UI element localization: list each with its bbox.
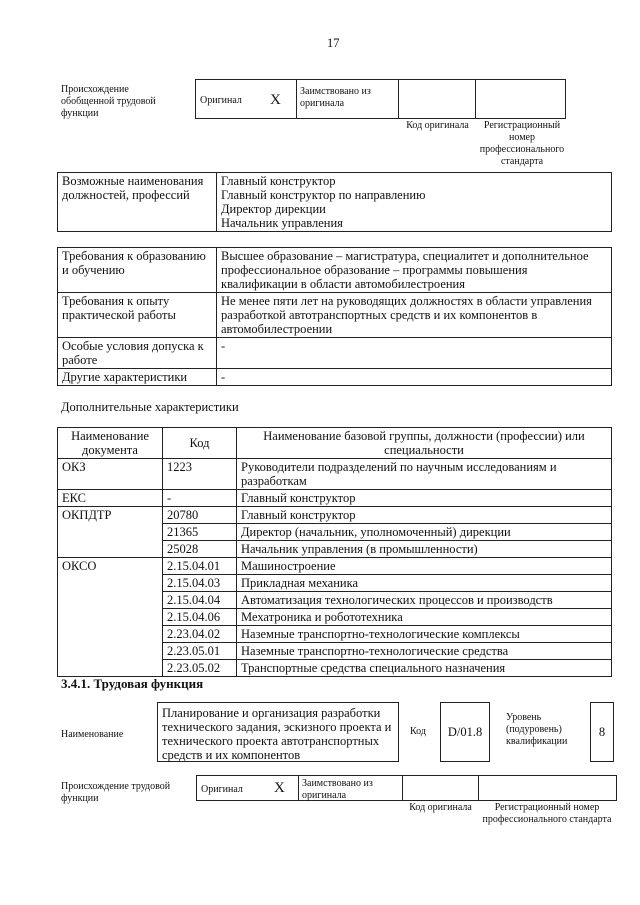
positions-label: Возможные наименования должностей, профессий: [58, 173, 217, 232]
col-header-name: Наименование базовой группы, должности (профессии) или специальности: [237, 428, 612, 459]
position-item: Главный конструктор по направлению: [221, 188, 426, 202]
code-cell: 2.15.04.04: [163, 592, 237, 609]
code-cell: 2.15.04.03: [163, 575, 237, 592]
original-mark: X: [270, 92, 281, 108]
original-mark: X: [274, 780, 285, 796]
code-cell: 2.23.05.01: [163, 643, 237, 660]
req-value: -: [217, 338, 612, 369]
req-value: -: [217, 369, 612, 386]
additional-title: Дополнительные характеристики: [61, 400, 239, 414]
code-caption: Код оригинала: [409, 802, 472, 813]
name-cell: Машиностроение: [237, 558, 612, 575]
borrowed-label: Заимствовано из оригинала: [302, 778, 373, 801]
positions-table: [57, 172, 612, 232]
original-label: Оригинал: [200, 95, 242, 106]
table-row: [58, 558, 612, 575]
code-cell: 2.23.05.02: [163, 660, 237, 677]
name-cell: Главный конструктор: [237, 490, 612, 507]
req-value: Не менее пяти лет на руководящих должностях в области управления разработкой автотранспортных средств и их компонентов в автомобилестроении: [217, 293, 612, 338]
position-item: Начальник управления: [221, 216, 343, 230]
name-cell: Транспортные средства специального назначения: [237, 660, 612, 677]
code-cell: 20780: [163, 507, 237, 524]
name-cell: Автоматизация технологических процессов и производств: [237, 592, 612, 609]
col-header-code: Код: [163, 428, 237, 459]
name-cell: Прикладная механика: [237, 575, 612, 592]
col-header-doc: Наименование документа: [58, 428, 163, 459]
doc-cell: ОКСО: [58, 558, 163, 677]
code-cell: 1223: [163, 459, 237, 490]
name-cell: Начальник управления (в промышленности): [237, 541, 612, 558]
borrowed-label: Заимствовано из оригинала: [300, 86, 371, 109]
doc-cell: ЕКС: [58, 490, 163, 507]
positions-list: [217, 173, 612, 232]
code-cell: 25028: [163, 541, 237, 558]
table-row: [58, 293, 612, 338]
code-caption: Код оригинала: [406, 120, 469, 131]
function-code-label: Код: [410, 726, 426, 737]
reg-caption: Регистрационный номер профессионального стандарта: [482, 802, 612, 825]
table-row: [58, 248, 612, 293]
name-cell: Наземные транспортно-технологические средства: [237, 643, 612, 660]
requirements-table: [57, 247, 612, 386]
req-label: Требования к опыту практической работы: [58, 293, 217, 338]
level-value: 8: [590, 702, 614, 762]
name-cell: Наземные транспортно-технологические комплексы: [237, 626, 612, 643]
name-cell: Директор (начальник, уполномоченный) дирекции: [237, 524, 612, 541]
section-title: 3.4.1. Трудовая функция: [61, 676, 204, 691]
original-label: Оригинал: [201, 784, 243, 795]
req-value: Высшее образование – магистратура, специалитет и дополнительное профессиональное образование – программы повышения квалификации в области автомобилестроения: [217, 248, 612, 293]
origin-label: Происхождение трудовой функции: [61, 781, 171, 804]
code-cell: 2.15.04.01: [163, 558, 237, 575]
doc-cell: ОКПДТР: [58, 507, 163, 558]
function-name-label: Наименование: [61, 729, 124, 740]
req-label: Требования к образованию и обучению: [58, 248, 217, 293]
code-cell: 21365: [163, 524, 237, 541]
name-cell: Мехатроника и робототехника: [237, 609, 612, 626]
req-label: Другие характеристики: [58, 369, 217, 386]
code-cell: 2.15.04.06: [163, 609, 237, 626]
function-code: D/01.8: [440, 702, 490, 762]
code-cell: -: [163, 490, 237, 507]
table-header-row: [58, 428, 612, 459]
table-row: [58, 338, 612, 369]
additional-table: [57, 427, 612, 677]
table-row: [58, 490, 612, 507]
reg-caption: Регистрационный номер профессионального стандарта: [479, 120, 565, 167]
code-cell: 2.23.04.02: [163, 626, 237, 643]
table-row: [58, 459, 612, 490]
position-item: Директор дирекции: [221, 202, 326, 216]
name-cell: Руководители подразделений по научным исследованиям и разработкам: [237, 459, 612, 490]
function-name: Планирование и организация разработки технического задания, эскизного проекта и технического проекта автотранспортных средств и их компонентов: [157, 702, 399, 762]
origin-label: Происхождение обобщенной трудовой функции: [61, 84, 156, 119]
name-cell: Главный конструктор: [237, 507, 612, 524]
doc-cell: ОКЗ: [58, 459, 163, 490]
position-item: Главный конструктор: [221, 174, 336, 188]
level-label: Уровень (подуровень) квалификации: [506, 712, 568, 747]
req-label: Особые условия допуска к работе: [58, 338, 217, 369]
table-row: [58, 507, 612, 524]
table-row: [58, 369, 612, 386]
page-number: 17: [327, 36, 340, 50]
